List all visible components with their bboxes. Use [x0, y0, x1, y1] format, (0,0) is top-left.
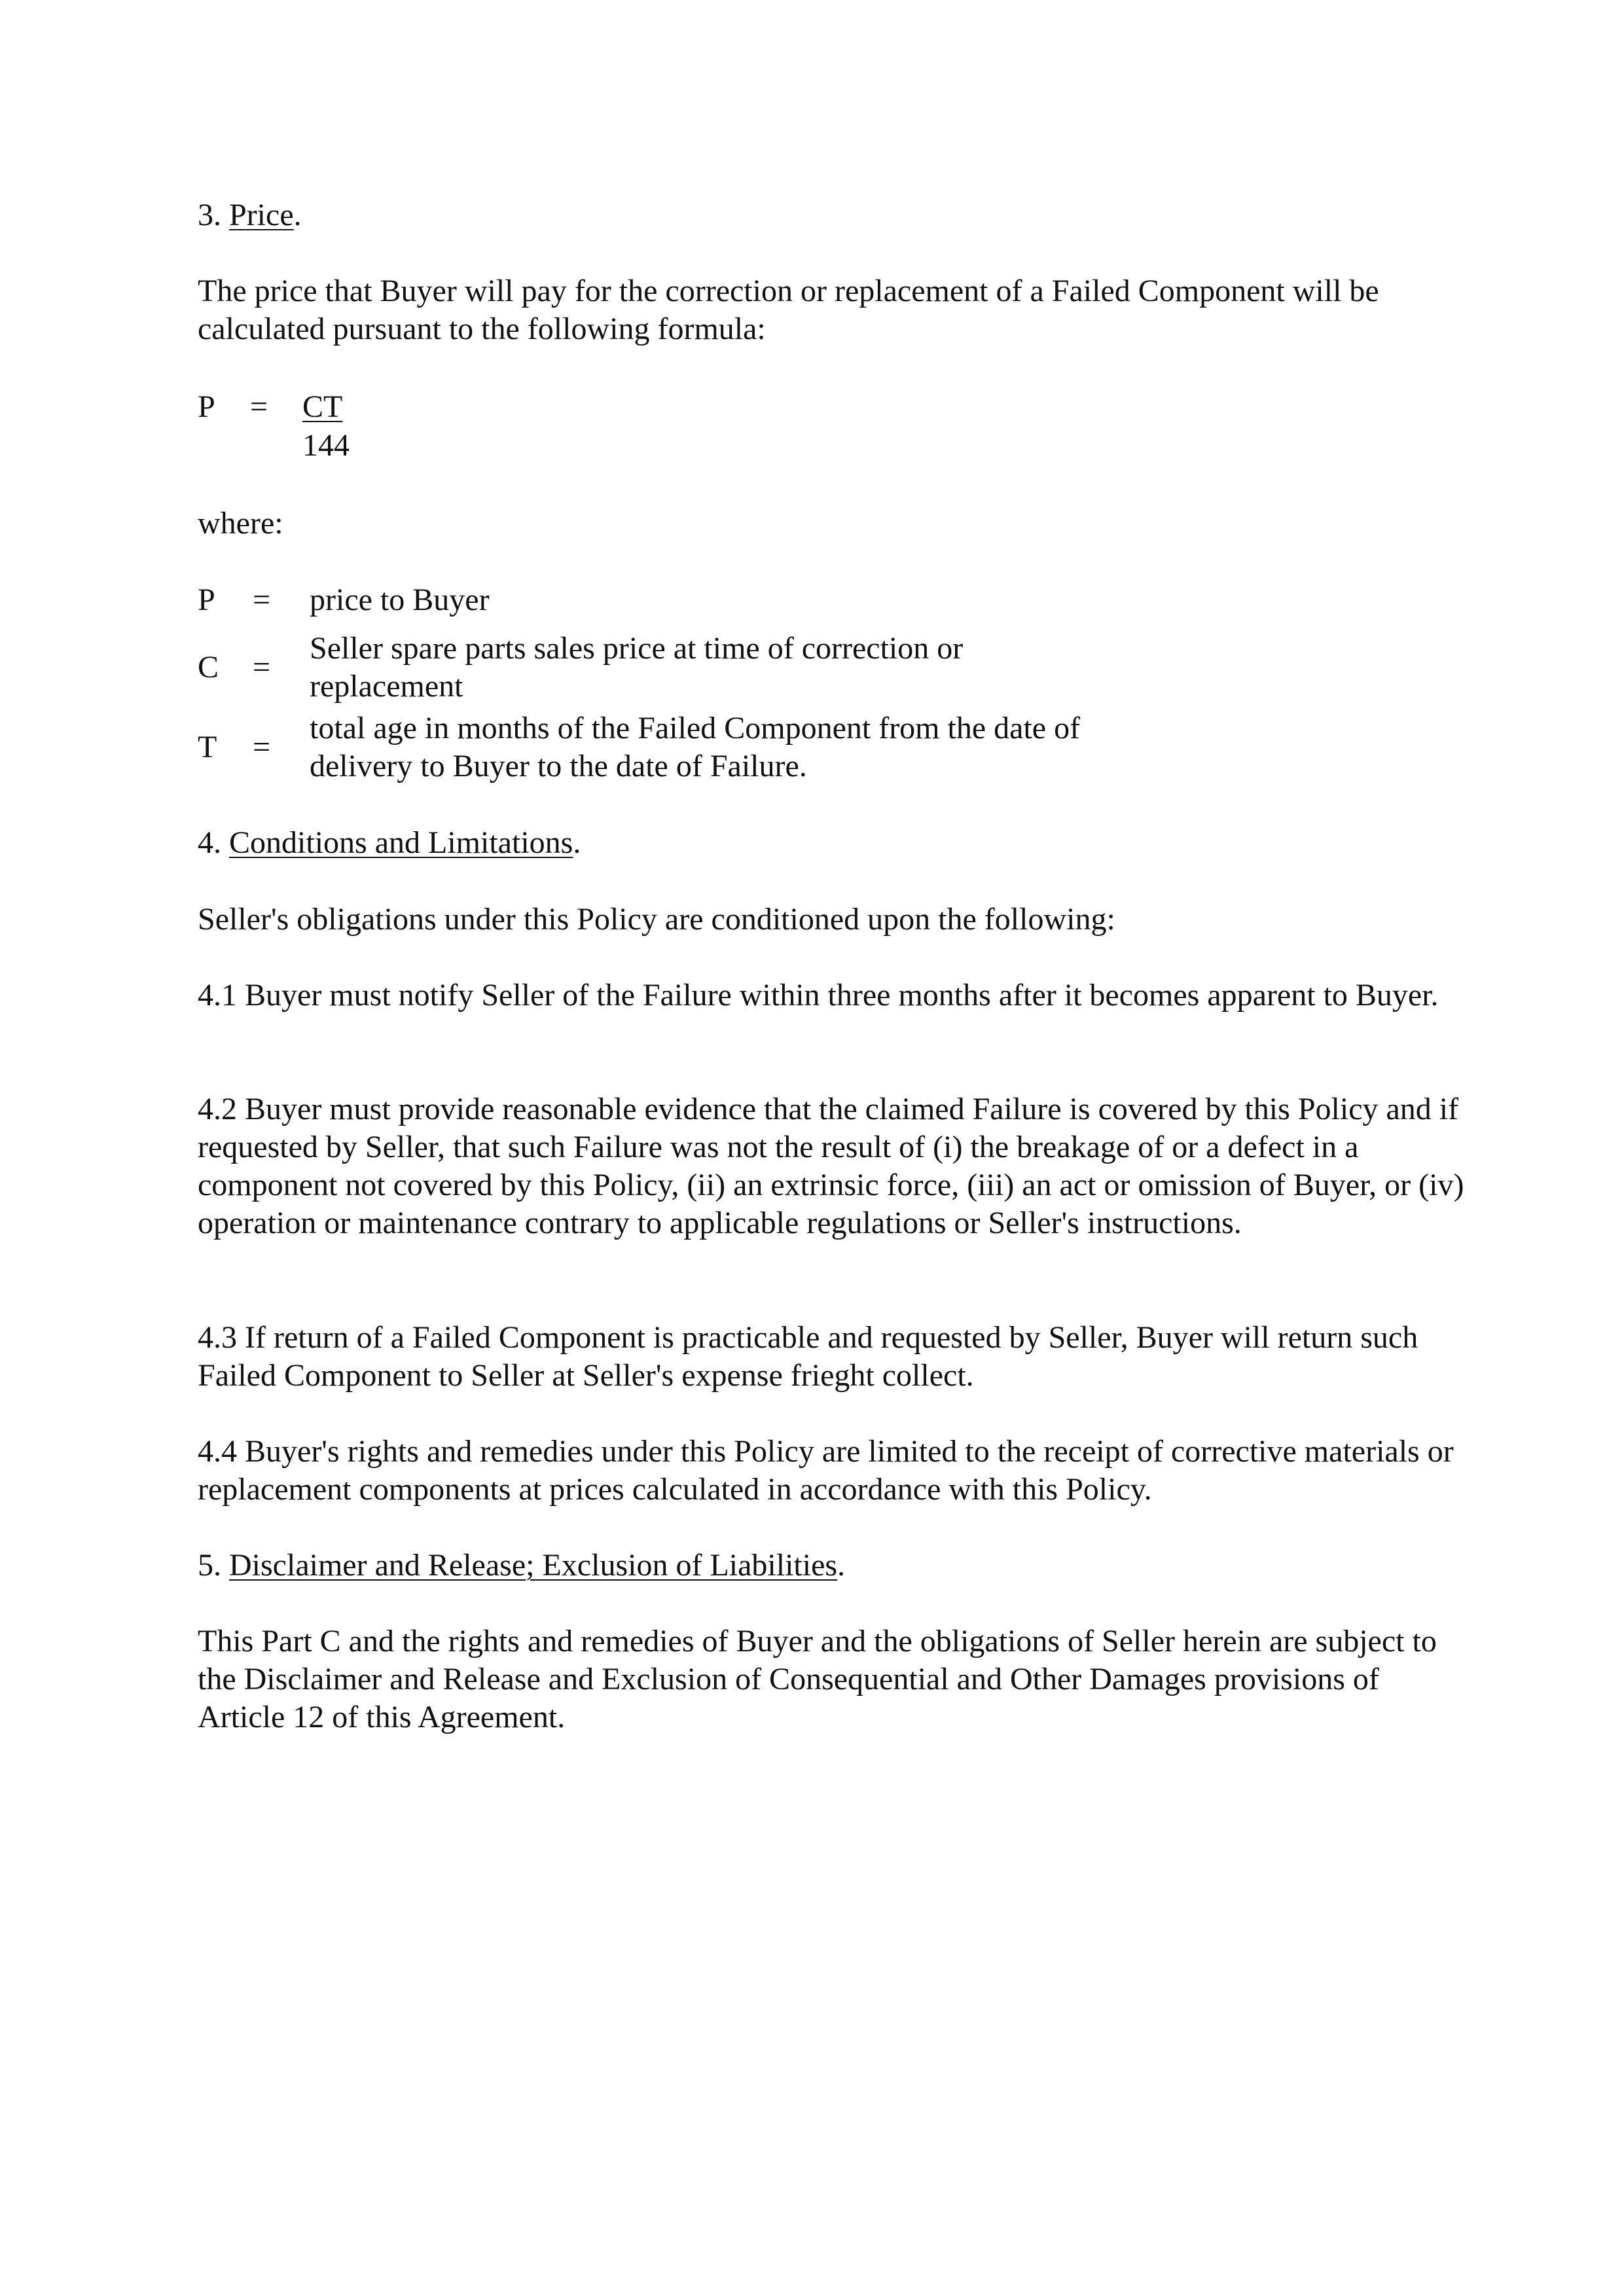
section-4-title-period: .	[573, 825, 581, 860]
condition-item	[198, 1433, 1468, 1509]
section-3-intro	[198, 272, 1468, 348]
where-label: where:	[198, 506, 283, 541]
section-3-heading	[198, 196, 302, 234]
definition-symbol: T	[198, 730, 217, 764]
definition-text: price to Buyer	[310, 583, 490, 617]
definition-symbol: C	[198, 650, 219, 685]
formula-denominator: 144	[302, 428, 350, 463]
section-5-heading	[198, 1547, 845, 1585]
section-5-title-period: .	[837, 1548, 846, 1583]
section-5-title: Disclaimer and Release; Exclusion of Liabilities	[229, 1548, 838, 1583]
section-3-title: Price	[229, 198, 294, 232]
section-4-number: 4.	[198, 825, 221, 860]
section-3-intro-text: The price that Buyer will pay for the correction or replacement of a Failed Component will be calculated pursuant to the following formula:	[198, 274, 1379, 346]
definition-equals: =	[253, 583, 271, 617]
section-5-body-text: This Part C and the rights and remedies of Buyer and the obligations of Seller herein are subject to the Disclaimer and Release and Exclusion of Consequential and Other Damages provisions of Article 12 of this Agreement.	[198, 1624, 1437, 1734]
definition-symbol: P	[198, 583, 215, 617]
condition-item	[198, 977, 1468, 1014]
section-4-intro-text: Seller's obligations under this Policy are conditioned upon the following:	[198, 902, 1115, 937]
section-3-number: 3.	[198, 198, 221, 232]
condition-text: 4.2 Buyer must provide reasonable evidence that the claimed Failure is covered by this Policy and if requested by Seller, that such Failure was not the result of (i) the breakage of or a defect in a component not covered by this Policy, (ii) an extrinsic force, (iii) an act or omission of Buyer, or (iv) operation or maintenance contrary to applicable regulations or Seller's instructions.	[198, 1092, 1464, 1240]
section-4-title: Conditions and Limitations	[229, 825, 573, 860]
section-3-title-period: .	[293, 198, 302, 232]
definition-text-line-2: delivery to Buyer to the date of Failure.	[310, 749, 807, 783]
section-4-heading	[198, 824, 581, 862]
condition-text: 4.3 If return of a Failed Component is practicable and requested by Seller, Buyer will return such Failed Component to Seller at Seller's expense frieght collect.	[198, 1320, 1418, 1393]
condition-text: 4.1 Buyer must notify Seller of the Failure within three months after it becomes apparent to Buyer.	[198, 978, 1439, 1013]
definition-text-line-1: Seller spare parts sales price at time of correction or	[310, 631, 964, 666]
section-5-number: 5.	[198, 1548, 221, 1583]
condition-item	[198, 1319, 1468, 1395]
section-5-body	[198, 1623, 1468, 1736]
definition-text-line-2: replacement	[310, 669, 463, 704]
definition-equals: =	[253, 650, 271, 685]
condition-text: 4.4 Buyer's rights and remedies under this Policy are limited to the receipt of corrective materials or replacement components at prices calculated in accordance with this Policy.	[198, 1434, 1454, 1507]
condition-item	[198, 1090, 1468, 1242]
formula-equals: =	[250, 389, 268, 424]
section-4-intro	[198, 901, 1468, 939]
formula-numerator: CT	[302, 389, 343, 424]
formula-lhs: P	[198, 389, 215, 424]
definition-equals: =	[253, 730, 271, 764]
definition-text-line-1: total age in months of the Failed Component from the date of	[310, 711, 1081, 745]
